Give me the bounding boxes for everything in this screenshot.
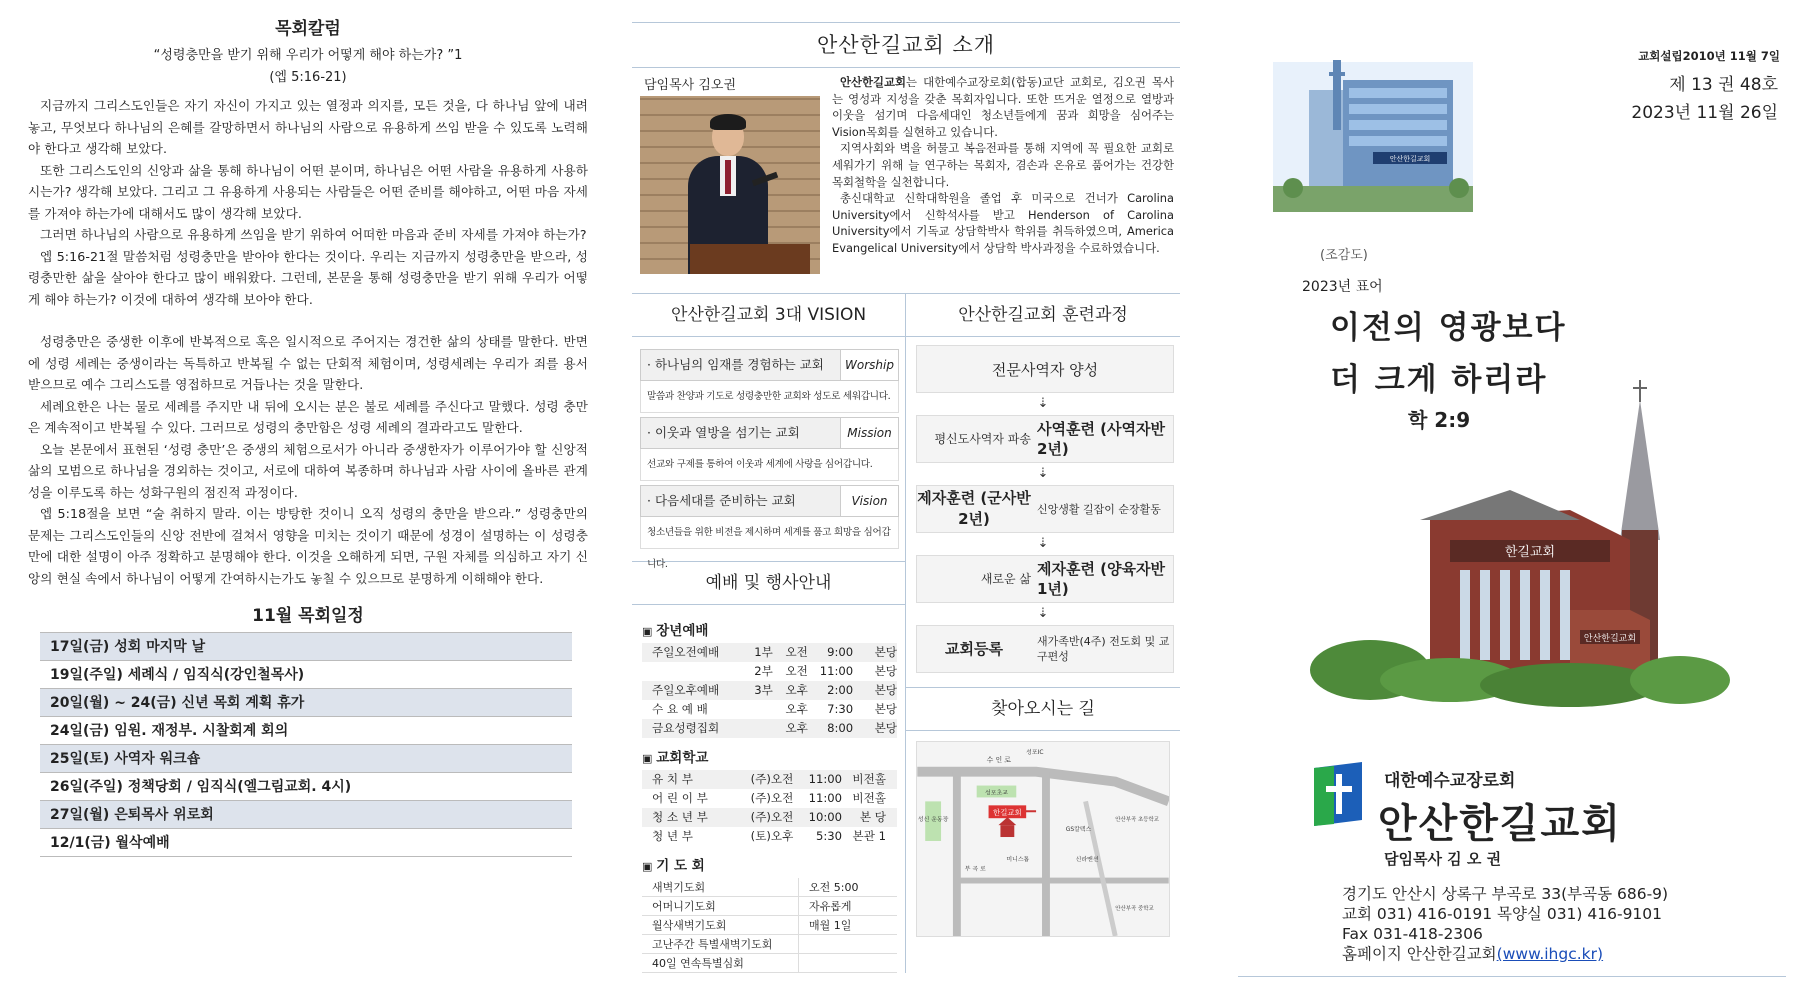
arrow-down-icon: ⇣: [1037, 396, 1049, 411]
address: 경기도 안산시 상록구 부곡로 33(부곡동 686-9): [1342, 885, 1669, 903]
schedule-row: 24일(금) 임원. 재정부. 시찰회계 회의: [40, 717, 572, 745]
worship-group-title: ▣ 교회학교: [642, 746, 897, 766]
vision-item-key: Worship: [840, 350, 898, 380]
pastor-photo: [640, 96, 820, 274]
pastor-label: 담임목사 김오권: [644, 78, 737, 93]
sermon-paragraph: 세례요한은 나는 물로 세례를 주지만 내 뒤에 오시는 분은 불로 세례를 주신다고 말했다. 성령 충만은 계속적이고 반복될 수 있다. 그러므로 성령의 충만함은 성령 세례의 결과라고도 말한다.: [28, 398, 588, 435]
arrow-down-icon: ⇣: [1037, 466, 1049, 481]
building-rendering: [1263, 42, 1483, 232]
schedule-row: 25일(토) 사역자 워크숍: [40, 745, 572, 773]
schedule-title: 11월 목회일정: [252, 606, 364, 626]
contact-info: [1342, 884, 1668, 964]
vision-item: [640, 485, 899, 517]
schedule-row: 26일(주일) 정책당회 / 임직식(엘그림교회. 4시): [40, 773, 572, 801]
prayer-row: 어머니기도회 자유롭게: [642, 897, 897, 916]
map-label: 미니스톱: [1006, 855, 1030, 863]
intro-paragraph: 총신대학교 신학대학원을 졸업 후 미국으로 건너가 Carolina University에서 신학석사를 받고 Henderson of Carolina University에서 기독교 상담학박사 학위를 취득하였으며, America Evangelical University에서 상담학 박사과정을 수료하였습니다.: [832, 191, 1174, 255]
senior-pastor: 담임목사 김 오 권: [1384, 850, 1502, 868]
intro-paragraph: 지역사회와 벽을 허물고 복음전파를 통해 지역에 꼭 필요한 교회로 세워가기 위해 늘 연구하는 목회자, 겸손과 온유로 품어가는 건강한 목회철학을 실천합니다.: [832, 141, 1174, 189]
worship-row: 2부 오전 11:00 본당: [754, 664, 897, 678]
column-reference: (엡 5:16-21): [269, 70, 347, 85]
worship-row: 주일오후예배 3부 오후 2:00 본당: [642, 681, 897, 700]
sermon-paragraph: 지금까지 그리스도인들은 자기 자신이 가지고 있는 열정과 의지를, 모든 것을, 다 하나님 앞에 내려놓고, 무엇보다 하나님의 은혜를 갈망하면서 하나님의 사람으로 유용하게 쓰임 받을 수 있도록 노력해야 한다고 생각해 보았다.: [28, 98, 588, 156]
issue-date: 2023년 11월 26일: [1631, 103, 1778, 123]
sermon-body: [28, 95, 588, 589]
prayer-row: 월삭새벽기도회 매월 1일: [642, 916, 897, 935]
map-label: 안산부곡 초등학교: [1115, 817, 1160, 824]
schedule-row: 12/1(금) 월삭예배: [40, 829, 572, 857]
prayer-row: 40일 연속특별심회: [642, 954, 897, 973]
worship-info: [632, 605, 905, 973]
schedule-table: [40, 632, 572, 857]
cover-panel: [1238, 22, 1786, 977]
intro-lead: 안산한길교회: [840, 75, 907, 89]
vision-item: [640, 349, 899, 381]
arrow-down-icon: ⇣: [1037, 536, 1049, 551]
map-label: 부 곡 로: [964, 865, 986, 873]
sermon-paragraph: 오늘 본문에서 표현된 ‘성령 충만’은 중생의 체험으로서가 아니라 중생한자가 이루어가야 할 신앙적 삶의 모범으로 하나님을 경외하는 것이고, 서로에 대하여 복종하며 하나님과 사람 사이에 올바른 관계성을 이루도록 하는 성화구원의 점진적 과정이다.: [28, 441, 588, 500]
intro-section: [632, 68, 1180, 293]
schedule-row: 17일(금) 성회 마지막 날: [40, 633, 572, 661]
school-row: 어 린 이 부 (주)오전 11:00 비전홀: [652, 791, 886, 805]
worship-row: 금요성령집회 오후 8:00 본당: [642, 719, 897, 738]
intro-text: [832, 74, 1174, 257]
motto-line-2: 더 크게 하리라: [1330, 362, 1548, 398]
prayer-row: 고난주간 특별새벽기도회: [642, 935, 897, 954]
schedule-row: 27일(월) 은퇴목사 위로회: [40, 801, 572, 829]
rendering-caption: (조감도): [1320, 248, 1368, 263]
vision-item-title: · 이웃과 열방을 섬기는 교회: [647, 425, 800, 440]
schedule-row: 20일(월) ~ 24(금) 신년 목회 계획 휴가: [40, 689, 572, 717]
schedule-row: 19일(주일) 세례식 / 임직식(강인철목사): [40, 661, 572, 689]
training-head: 전문사역자 양성: [916, 345, 1174, 393]
vision-item-desc: 선교와 구제를 통하여 이웃과 세계에 사랑을 심어갑니다.: [640, 449, 899, 481]
church-entrance-sign: 안산한길교회: [1583, 634, 1637, 644]
sermon-paragraph: 또한 그리스도인의 신앙과 삶을 통해 하나님이 어떤 분이며, 하나님은 어떤 사람을 유용하게 사용하시는가? 생각해 보았다. 그리고 그 유용하게 사용되는 사람들은 어떤 준비를 해야하고, 어떤 마음 자세를 가져야 하는가에 대해서도 많이 생각해 보았다.: [28, 162, 588, 221]
sermon-paragraph: 엡 5:18절을 보면 “술 취하지 말라. 이는 방탕한 것이니 오직 성령의 충만을 받으라.” 성령충만의 문제는 그리스도인들의 신앙 전반에 걸쳐서 영향을 미치는 것이기 때문에 성경이 설명하는 이 성령충만에 대한 설명이 아주 정확하고 분명해야 한다. 이것을 오해하게 되면, 구원 자체를 의심하고 자기 신앙의 현실 속에서 하나님이 어떻게 간여하시는가도 놓칠 수 있으므로 분명하게 이해해야 한다.: [28, 506, 588, 586]
school-row: 유 치 부 (주)오전 11:00 비전홀: [642, 770, 897, 789]
motto-reference: 학 2:9: [1408, 408, 1471, 432]
established-date: 교회설립2010년 11월 7일: [1638, 49, 1780, 63]
homepage: 홈페이지 안산한길교회(www.ihgc.kr): [1342, 945, 1604, 963]
training-row: 제자훈련 (군사반 2년) 신앙생활 길잡이 순장활동: [916, 485, 1174, 533]
worship-group-title: ▣ 장년예배: [642, 619, 897, 639]
column-title: 목회칼럼: [275, 19, 341, 39]
intro-paragraph: 는 대한예수교장로회(합동)교단 교회로, 김오권 목사는 영성과 지성을 갖춘 목회자입니다. 또한 뜨거운 열정으로 열방과 이웃을 섬기며 다음세대인 청소년들에게 꿈과 희망을 심어주는 Vision목회를 실현하고 있습니다.: [832, 75, 1174, 139]
fax-number: Fax 031-418-2306: [1342, 925, 1483, 943]
worship-row: 수 요 예 배 오후 7:30 본당: [652, 702, 897, 716]
map-label: 신라맨션: [1075, 855, 1099, 863]
pastoral-column: [28, 14, 588, 984]
school-row: 청 년 부 (토)오후 5:30 본관 1: [652, 829, 886, 843]
church-intro-panel: [632, 22, 1180, 977]
homepage-link[interactable]: (www.ihgc.kr): [1496, 945, 1604, 963]
vision-item-desc: 말씀과 찬양과 기도로 성령충만한 교회와 성도로 세워갑니다.: [640, 381, 899, 413]
motto-line-1: 이전의 영광보다: [1330, 310, 1567, 346]
sermon-paragraph: 성령충만은 중생한 이후에 반복적으로 혹은 일시적으로 주어지는 경건한 삶의 상태를 말한다. 반면에 성령 세례는 중생이라는 독특하고 반복될 수 없는 단회적 체험이며, 성령세례는 우리가 죄를 용서받으므로 예수 그리스도를 영접하므로 거듭나는 것을 말한다.: [28, 334, 588, 392]
arrow-down-icon: ⇣: [1037, 606, 1049, 621]
church-logo-icon: [1314, 762, 1362, 826]
vision-item-title: · 하나님의 임재를 경험하는 교회: [647, 357, 824, 372]
worship-group-title: ▣ 기 도 회: [642, 854, 897, 874]
map-label: 성포IC: [1026, 748, 1044, 756]
church-name: 안산한길교회: [1378, 801, 1622, 847]
prayer-row: 새벽기도회 오전 5:00: [642, 878, 897, 897]
map-label: 성포초교: [985, 789, 1008, 797]
worship-title: 예배 및 행사안내: [705, 573, 832, 593]
sermon-paragraph: 엡 5:16-21절 말씀처럼 성령충만을 받아야 한다는 것이다. 우리는 지금까지 성령충만을 받으라, 성령충만한 삶을 살아야 한다고 많이 배워왔다. 그런데, 본문을 통해 성령충만을 받기 위해 우리가 어떻게 해야 하는가? 이것에 대하여 생각해 보아야 한다.: [28, 248, 588, 307]
building-sign: 안산한길교회: [1389, 155, 1431, 163]
vision-item-key: Mission: [840, 418, 898, 448]
school-row: 청 소 년 부 (주)오전 10:00 본 당: [642, 808, 897, 827]
vision-item-title: · 다음세대를 준비하는 교회: [647, 493, 796, 508]
volume-number: 제 13 권 48호: [1669, 75, 1778, 95]
map-church-label: 한길교회: [993, 808, 1022, 818]
worship-row: 주일오전예배 1부 오전 9:00 본당: [642, 643, 897, 662]
vision-item-desc: 청소년들을 위한 비전을 제시하며 세계를 품고 희망을 심어갑니다.: [640, 517, 899, 549]
church-sign: 한길교회: [1504, 545, 1556, 560]
column-subtitle: “성령충만을 받기 위해 우리가 어떻게 해야 하는가? ”1: [153, 48, 463, 63]
vision-item: [640, 417, 899, 449]
vision-title: 안산한길교회 3대 VISION: [670, 305, 867, 325]
motto-year: 2023년 표어: [1302, 279, 1383, 295]
location-map: [916, 741, 1170, 937]
map-label: 성신 운동장: [917, 816, 949, 824]
map-label: 안산부곡 중학교: [1115, 906, 1154, 913]
map-label: GS칼텍스: [1065, 826, 1092, 834]
map-title: 찾아오시는 길: [991, 699, 1095, 719]
training-row: 새로운 삶 제자훈련 (양육자반 1년): [916, 555, 1174, 603]
vision-item-key: Vision: [840, 486, 898, 516]
training-row: 교회등록 새가족반(4주) 전도회 및 교 구편성: [916, 625, 1174, 673]
denomination: 대한예수교장로회: [1384, 771, 1516, 791]
training-row: 평신도사역자 파송 사역훈련 (사역자반 2년): [916, 415, 1174, 463]
intro-title: 안산한길교회 소개: [817, 33, 995, 57]
church-building-photo: [1310, 380, 1730, 740]
training-title: 안산한길교회 훈련과정: [958, 305, 1128, 325]
phone-numbers: 교회 031) 416-0191 목양실 031) 416-9101: [1342, 905, 1663, 923]
sermon-paragraph: 그러면 하나님의 사람으로 유용하게 쓰임을 받기 위하여 어떠한 마음과 준비 자세를 가져야 하는가?: [40, 227, 587, 242]
map-label: 수 인 로: [986, 755, 1011, 764]
